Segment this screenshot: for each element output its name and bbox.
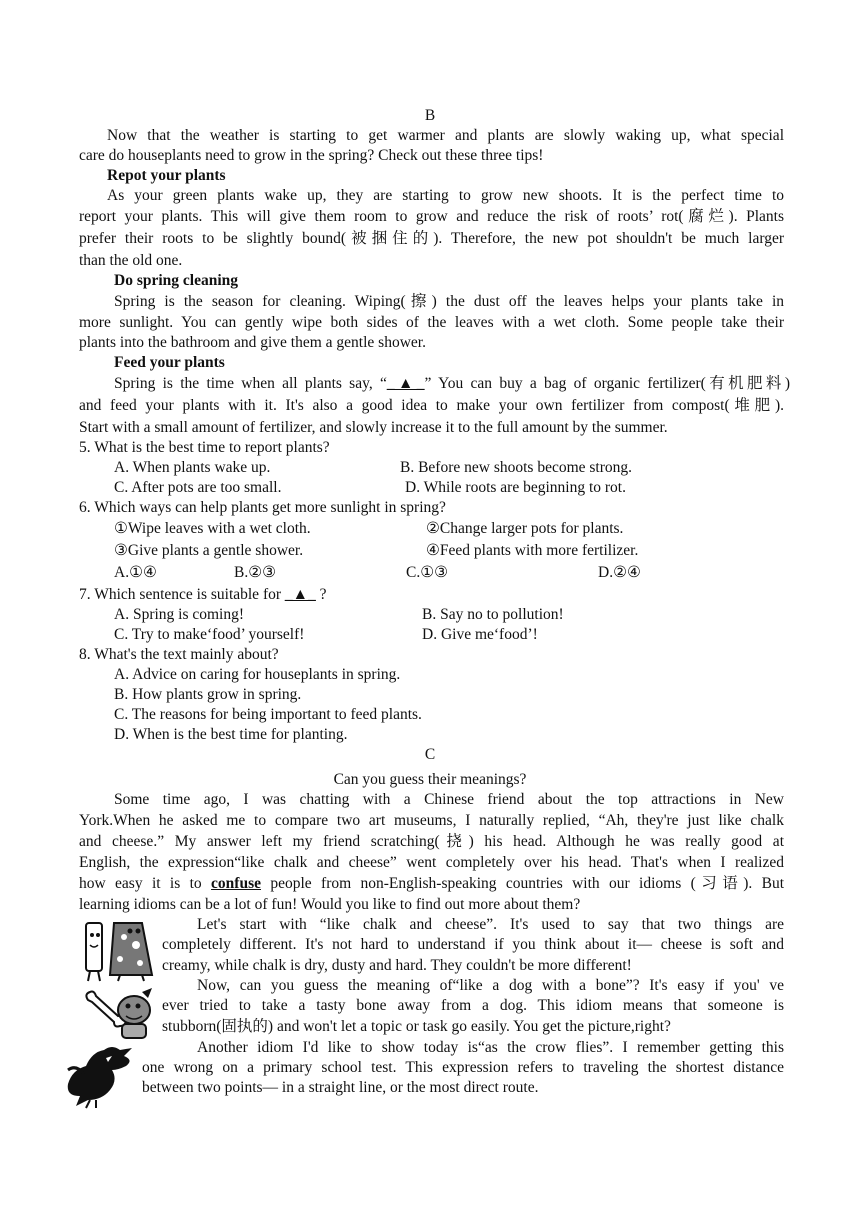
q5-option-a: A. When plants wake up. — [114, 459, 271, 476]
heading-clean: Do spring cleaning — [114, 272, 239, 289]
heading-feed: Feed your plants — [114, 354, 225, 371]
q6-item-1: ①Wipe leaves with a wet cloth. — [114, 520, 311, 537]
feed-line: Spring is the time when all plants say, “_▲_” You can buy a bag of organic fertilizer(有机肥料) — [114, 375, 790, 392]
c-para2-line: Let's start with “like chalk and cheese”. It's used to say that two things are — [197, 916, 784, 933]
c-para4-line: between two points— in a straight line, or the most direct route. — [142, 1079, 539, 1096]
feed-line: and feed your plants with it. It's also a good idea to make your own fertilizer from compost(堆肥). — [79, 397, 784, 414]
q6-item-4: ④Feed plants with more fertilizer. — [426, 542, 639, 559]
q5-option-d: D. While roots are beginning to rot. — [405, 479, 626, 496]
q7-option-a: A. Spring is coming! — [114, 606, 245, 623]
passage-title: Can you guess their meanings? — [333, 771, 527, 788]
question-7: 7. Which sentence is suitable for _▲_ ? — [79, 586, 327, 603]
c-para3-line: Now, can you guess the meaning of“like a dog with a bone”? It's easy if you' ve — [197, 977, 784, 994]
q5-option-c: C. After pots are too small. — [114, 479, 282, 496]
repot-line: As your green plants wake up, they are starting to grow new shoots. It is the perfect time to — [107, 187, 784, 204]
c-para1-line: English, the expression“like chalk and cheese” went completely over his head. That's when I realized — [79, 854, 784, 871]
intro-line: care do houseplants need to grow in the spring? Check out these three tips! — [79, 147, 544, 164]
q6-item-3: ③Give plants a gentle shower. — [114, 542, 304, 559]
q7-option-d: D. Give me‘food’! — [422, 626, 538, 643]
chalk-and-cheese-illustration — [80, 915, 160, 983]
c-para4-line: Another idiom I'd like to show today is“as the crow flies”. I remember getting this — [197, 1039, 784, 1056]
keyword-confuse: confuse — [211, 875, 261, 892]
c-para2-line: creamy, while chalk is dry, dusty and hard. They couldn't be more different! — [162, 957, 632, 974]
c-para1-line: Some time ago, I was chatting with a Chinese friend about the top attractions in New — [114, 791, 784, 808]
q6-option-d: D.②④ — [598, 564, 641, 581]
dog-with-bone-illustration — [82, 986, 160, 1042]
repot-line: report your plants. This will give them room to grow and reduce the risk of roots’ rot(腐烂). Plants — [79, 208, 784, 225]
q8-option-c: C. The reasons for being important to feed plants. — [114, 706, 422, 723]
answer-blank: _▲_ — [386, 375, 425, 392]
c-para3-line: ever tried to take a tasty bone away from a dog. This idiom means that someone is — [162, 997, 784, 1014]
answer-blank: _▲_ — [284, 586, 316, 603]
q8-option-d: D. When is the best time for planting. — [114, 726, 348, 743]
question-5: 5. What is the best time to report plants? — [79, 439, 330, 456]
q5-option-b: B. Before new shoots become strong. — [400, 459, 633, 476]
q6-option-c: C.①③ — [406, 564, 449, 581]
c-para4-line: one wrong on a primary school test. This expression refers to traveling the shortest distance — [142, 1059, 784, 1076]
c-para3-line: stubborn(固执的) and won't let a topic or task go easily. You get the picture,right? — [162, 1018, 671, 1035]
q6-option-a: A.①④ — [114, 564, 157, 581]
clean-line: Spring is the season for cleaning. Wiping(擦) the dust off the leaves helps your plants take in — [114, 293, 784, 310]
q8-option-a: A. Advice on caring for houseplants in spring. — [114, 666, 401, 683]
crow-illustration — [62, 1040, 142, 1110]
question-6: 6. Which ways can help plants get more sunlight in spring? — [79, 499, 446, 516]
repot-line: than the old one. — [79, 252, 183, 269]
clean-line: more sunlight. You can gently wipe both sides of the leaves with a wet cloth. Some people take their — [79, 314, 784, 331]
c-para1-line: learning idioms can be a lot of fun! Would you like to find out more about them? — [79, 896, 581, 913]
q6-item-2: ②Change larger pots for plants. — [426, 520, 624, 537]
c-para1-line: how easy it is to confuse people from non-English-speaking countries with our idioms (习语). But — [79, 875, 784, 892]
repot-line: prefer their roots to be slightly bound(被捆住的). Therefore, the new pot shouldn't be much larger — [79, 230, 784, 247]
clean-line: plants into the bathroom and give them a gentle shower. — [79, 334, 426, 351]
q7-option-c: C. Try to make‘food’ yourself! — [114, 626, 305, 643]
section-c-letter: C — [424, 746, 436, 763]
c-para2-line: completely different. It's not hard to understand if you think about it— cheese is soft and — [162, 936, 784, 953]
question-8: 8. What's the text mainly about? — [79, 646, 279, 663]
c-para1-line: York.When he asked me to compare two art museums, I naturally replied, “Ah, they're just like chalk — [79, 812, 784, 829]
feed-line: Start with a small amount of fertilizer, and slowly increase it to the full amount by the summer. — [79, 419, 668, 436]
q7-option-b: B. Say no to pollution! — [422, 606, 564, 623]
heading-repot: Repot your plants — [107, 167, 226, 184]
q8-option-b: B. How plants grow in spring. — [114, 686, 302, 703]
section-b-letter: B — [424, 107, 436, 124]
c-para1-line: and cheese.” My answer left my friend scratching(挠) his head. Although he was really good at — [79, 833, 784, 850]
intro-line: Now that the weather is starting to get warmer and plants are slowly waking up, what special — [107, 127, 784, 144]
q6-option-b: B.②③ — [234, 564, 277, 581]
